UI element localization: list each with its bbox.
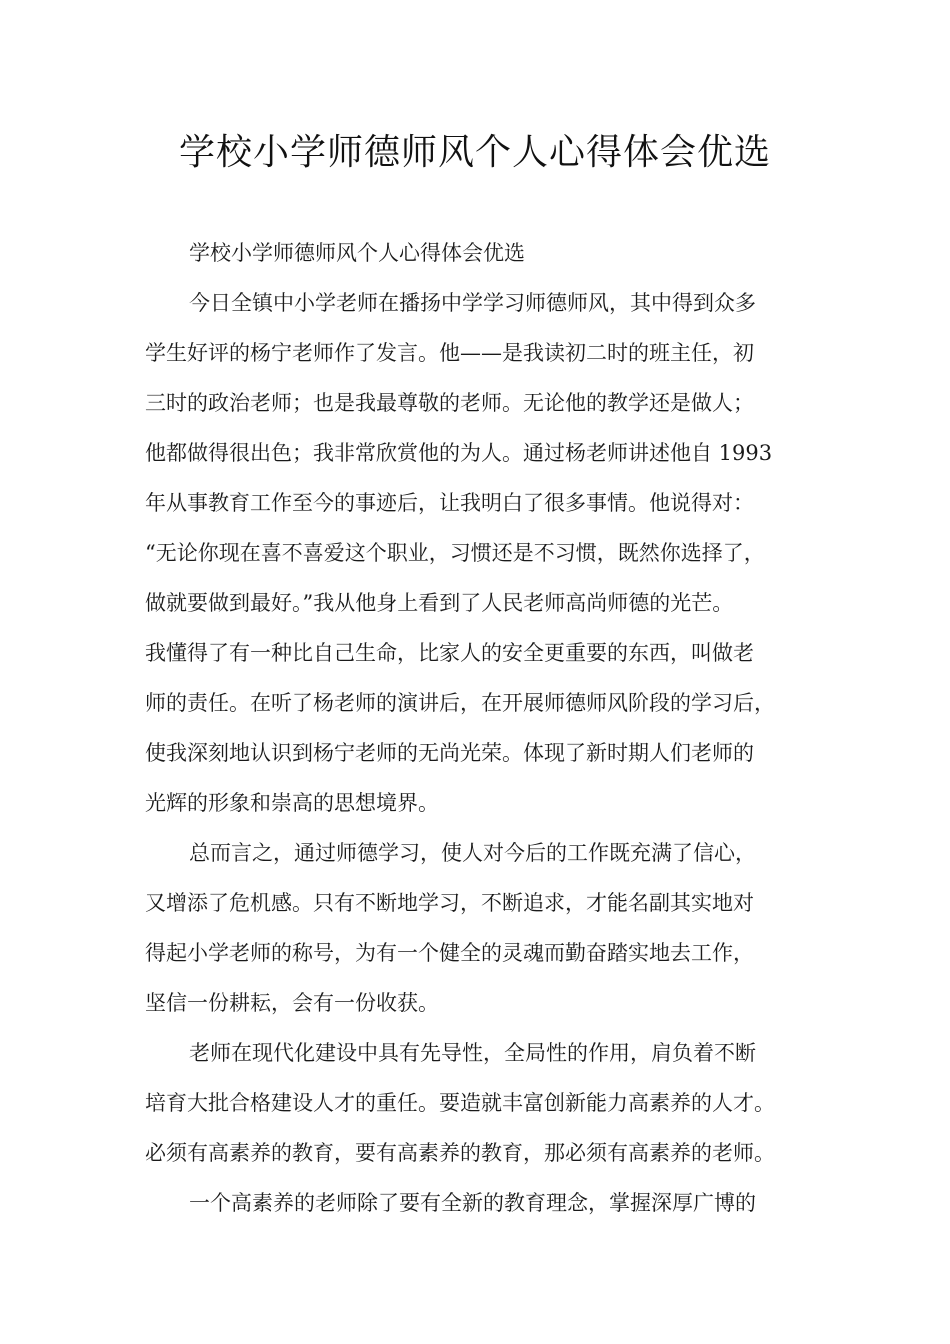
text-line: 年从事教育工作至今的事迹后，让我明白了很多事情。他说得对： (145, 491, 754, 515)
text-line: 使我深刻地认识到杨宁老师的无尚光荣。体现了新时期人们老师的 (145, 741, 754, 765)
document-body (145, 228, 831, 1228)
text-line: “无论你现在喜不喜爱这个职业，习惯还是不习惯，既然你选择了， (145, 541, 765, 565)
text-line: 培育大批合格建设人才的重任。要造就丰富创新能力高素养的人才。 (145, 1091, 775, 1115)
text-line: 光辉的形象和崇高的思想境界。 (145, 791, 439, 815)
text-line: 三时的政治老师；也是我最尊敬的老师。无论他的教学还是做人； (145, 391, 754, 415)
text-line: 今日全镇中小学老师在播扬中学学习师德师风，其中得到众多 (189, 291, 756, 315)
document-title: 学校小学师德师风个人心得体会优选 (178, 132, 771, 173)
text-line: 一个高素养的老师除了要有全新的教育理念，掌握深厚广博的 (189, 1191, 756, 1215)
text-line: 必须有高素养的教育，要有高素养的教育，那必须有高素养的老师。 (145, 1141, 775, 1165)
text-line: 得起小学老师的称号，为有一个健全的灵魂而勤奋踏实地去工作， (145, 941, 754, 965)
text-line: 他都做得很出色；我非常欣赏他的为人。通过杨老师讲述他自 1993 (145, 441, 773, 465)
text-line: 总而言之，通过师德学习，使人对今后的工作既充满了信心， (189, 841, 756, 865)
text-line: 老师在现代化建设中具有先导性，全局性的作用，肩负着不断 (189, 1041, 756, 1065)
text-line: 坚信一份耕耘，会有一份收获。 (145, 991, 439, 1015)
text-line: 学校小学师德师风个人心得体会优选 (189, 241, 525, 265)
text-line: 我懂得了有一种比自己生命，比家人的安全更重要的东西，叫做老 (145, 641, 754, 665)
text-line: 师的责任。在听了杨老师的演讲后，在开展师德师风阶段的学习后， (145, 691, 775, 715)
text-line: 做就要做到最好。”我从他身上看到了人民老师高尚师德的光芒。 (145, 591, 734, 615)
text-line: 学生好评的杨宁老师作了发言。他——是我读初二时的班主任，初 (145, 341, 754, 365)
text-line: 又增添了危机感。只有不断地学习，不断追求，才能名副其实地对 (145, 891, 754, 915)
